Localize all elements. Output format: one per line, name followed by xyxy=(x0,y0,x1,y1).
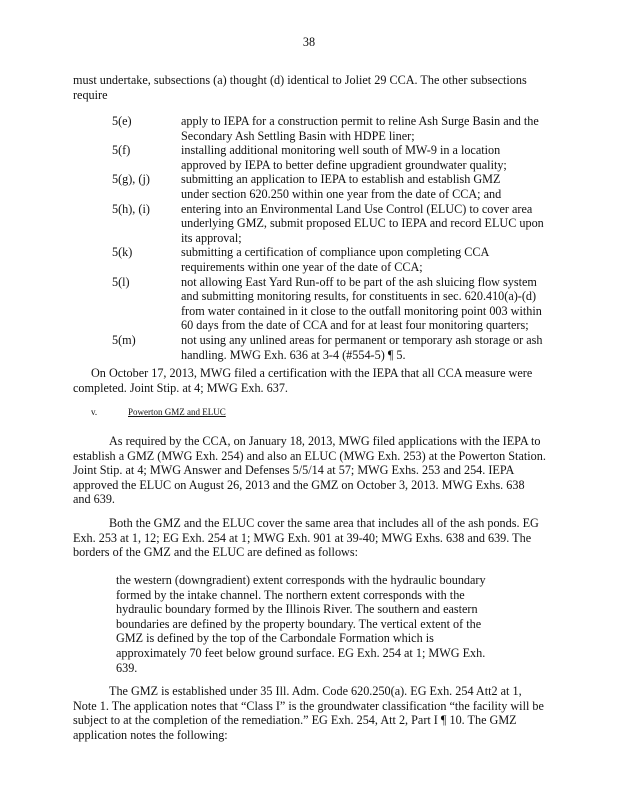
text-line: its approval; xyxy=(181,230,242,245)
requirement-item xyxy=(112,114,582,143)
requirement-section: 5(f) xyxy=(112,143,131,158)
requirement-item xyxy=(112,245,582,274)
text-line: Secondary Ash Settling Basin with HDPE liner; xyxy=(181,128,415,143)
requirement-item xyxy=(112,275,582,333)
text-line: the western (downgradient) extent corresponds with the hydraulic boundary xyxy=(116,573,486,587)
text-line: boundaries are defined by the property boundary. The vertical extent of the xyxy=(116,616,482,631)
text-line: On October 17, 2013, MWG filed a certification with the IEPA that all CCA measure were xyxy=(91,366,533,380)
requirement-section: 5(k) xyxy=(112,245,133,260)
text-line: 639. xyxy=(116,660,138,675)
text-line: Exh. 253 at 1, 12; EG Exh. 254 at 1; MWG Exh. 901 at 39-40; MWG Exhs. 638 and 639. The xyxy=(73,530,532,545)
text-line: Note 1. The application notes that “Class I” is the groundwater classification “the facility will be xyxy=(73,698,544,713)
text-line: formed by the intake channel. The northern extent corresponds with the xyxy=(116,587,465,602)
text-line: require xyxy=(73,87,108,102)
applications-paragraph xyxy=(73,434,546,507)
coverage-paragraph xyxy=(73,516,539,560)
requirement-text xyxy=(181,143,582,172)
text-line: GMZ is defined by the top of the Carbondale Formation which is xyxy=(116,631,434,646)
text-line: approximately 70 feet below ground surface. EG Exh. 254 at 1; MWG Exh. xyxy=(116,645,486,660)
text-line: 60 days from the date of CCA and for at least four monitoring quarters; xyxy=(181,318,529,333)
text-line: installing additional monitoring well south of MW-9 in a location xyxy=(181,143,501,158)
text-line: not allowing East Yard Run-off to be part of the ash sluicing flow system xyxy=(181,274,537,289)
text-line: submitting a certification of compliance upon completing CCA xyxy=(181,245,490,260)
requirement-text xyxy=(181,333,582,362)
text-line: As required by the CCA, on January 18, 2013, MWG filed applications with the IEPA to xyxy=(109,434,541,448)
text-line: must undertake, subsections (a) thought (d) identical to Joliet 29 CCA. The other subsections xyxy=(73,73,527,87)
block-quote xyxy=(116,573,548,675)
requirement-item xyxy=(112,143,582,172)
requirement-item xyxy=(112,333,582,362)
requirement-item xyxy=(112,172,582,201)
text-line: not using any unlined areas for permanent or temporary ash storage or ash xyxy=(181,332,543,347)
section-title: Powerton GMZ and ELUC xyxy=(128,407,226,417)
text-line: borders of the GMZ and the ELUC are defined as follows: xyxy=(73,545,358,560)
text-line: submitting an application to IEPA to establish and establish GMZ xyxy=(181,172,501,187)
requirement-text xyxy=(181,172,582,201)
text-line: completed. Joint Stip. at 4; MWG Exh. 637. xyxy=(73,380,288,395)
requirement-text xyxy=(181,202,582,246)
requirements-list xyxy=(112,114,582,362)
text-line: approved by IEPA to better define upgradient groundwater quality; xyxy=(181,157,507,172)
requirement-section: 5(m) xyxy=(112,332,136,347)
text-line: establish a GMZ (MWG Exh. 254) and also an ELUC (MWG Exh. 253) at the Powerton Station. xyxy=(73,448,546,463)
requirement-section: 5(g), (j) xyxy=(112,172,150,187)
text-line: approved the ELUC on August 26, 2013 and the GMZ on October 3, 2013. MWG Exhs. 638 xyxy=(73,477,525,492)
section-number: v. xyxy=(91,407,98,417)
requirement-section: 5(e) xyxy=(112,114,132,128)
text-line: application notes the following: xyxy=(73,727,228,742)
text-line: and submitting monitoring results, for constituents in sec. 620.410(a)-(d) xyxy=(181,289,537,304)
text-line: hydraulic boundary formed by the Illinois River. The southern and eastern xyxy=(116,602,478,617)
requirement-text xyxy=(181,275,582,333)
text-line: Joint Stip. at 4; MWG Answer and Defenses 5/5/14 at 57; MWG Exhs. 253 and 254. IEPA xyxy=(73,463,515,478)
requirement-text xyxy=(181,114,582,143)
certification-paragraph xyxy=(73,366,532,395)
requirement-section: 5(l) xyxy=(112,274,130,289)
text-line: entering into an Environmental Land Use Control (ELUC) to cover area xyxy=(181,201,533,216)
text-line: underlying GMZ, submit proposed ELUC to IEPA and record ELUC upon xyxy=(181,216,544,231)
text-line: under section 620.250 within one year from the date of CCA; and xyxy=(181,186,502,201)
text-line: requirements within one year of the date of CCA; xyxy=(181,259,423,274)
text-line: from water contained in it close to the outfall monitoring point 003 within xyxy=(181,303,542,318)
text-line: Both the GMZ and the ELUC cover the same area that includes all of the ash ponds. EG xyxy=(109,516,539,530)
text-line: The GMZ is established under 35 Ill. Adm. Code 620.250(a). EG Exh. 254 Att2 at 1, xyxy=(109,684,522,698)
requirement-section: 5(h), (i) xyxy=(112,201,150,216)
requirement-item xyxy=(112,202,582,246)
intro-paragraph xyxy=(73,73,527,102)
requirement-text xyxy=(181,245,582,274)
text-line: handling. MWG Exh. 636 at 3-4 (#554-5) ¶ 5. xyxy=(181,347,406,362)
text-line: apply to IEPA for a construction permit to reline Ash Surge Basin and the xyxy=(181,114,539,128)
gmz-paragraph xyxy=(73,684,544,742)
text-line: and 639. xyxy=(73,492,115,507)
text-line: subject to at the completion of the remediation.” EG Exh. 254, Att 2, Part I ¶ 10. The GMZ xyxy=(73,713,517,728)
page-number: 38 xyxy=(302,35,316,49)
section-heading xyxy=(91,407,226,418)
